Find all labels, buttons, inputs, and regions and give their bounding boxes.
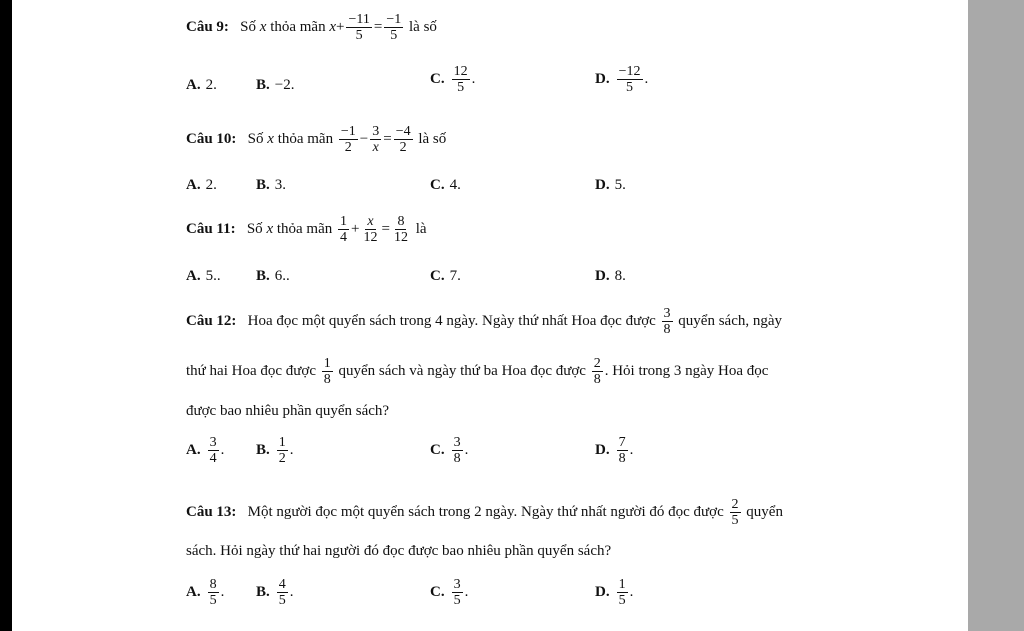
option-d[interactable]: D. $\frac{1}{5}$ .	[595, 577, 634, 608]
fraction: $\frac{-1}{5}$	[386, 12, 402, 43]
question-label: Câu 13:	[186, 503, 237, 520]
question-13: Câu 13: Một người đọc một quyển sách trong 2 ngày. Ngày thứ nhất người đó đọc được $\frac{2}{5}$ quyển	[186, 497, 783, 528]
option-b[interactable]: B. 6..	[256, 268, 290, 284]
option-c[interactable]: C. $\frac{3}{5}$ .	[430, 577, 469, 608]
option-d[interactable]: D. 8.	[595, 268, 626, 284]
fraction: $\frac{8}{12}$	[393, 214, 408, 245]
math-op: =	[373, 18, 383, 35]
option-b[interactable]: B. $\frac{4}{5}$ .	[256, 577, 294, 608]
option-d[interactable]: D. $\frac{-12}{5}$ .	[595, 64, 649, 95]
option-d[interactable]: D. $\frac{7}{8}$ .	[595, 435, 634, 466]
fraction: $\frac{2}{8}$	[593, 356, 601, 387]
question-12-line-2: thứ hai Hoa đọc được $\frac{1}{8}$ quyển sách và ngày thứ ba Hoa đọc được $\frac{2}{8}$ . Hỏi trong 3 ngày Hoa đọc	[186, 356, 769, 387]
question-10: Câu 10: Số x thỏa mãn $\frac{-1}{2}$ − $\frac{3}{x}$ = $\frac{-4}{2}$ là số	[186, 124, 447, 155]
option-a[interactable]: A. 5..	[186, 268, 221, 284]
question-text: là số	[409, 18, 437, 35]
option-a[interactable]: A. $\frac{3}{4}$ .	[186, 435, 225, 466]
document-page	[12, 0, 968, 631]
option-c[interactable]: C. 4.	[430, 177, 461, 193]
scrollbar[interactable]	[968, 0, 1024, 631]
fraction: $\frac{x}{12}$	[363, 214, 378, 245]
option-a[interactable]: A. 2.	[186, 177, 217, 193]
option-b[interactable]: B. −2.	[256, 77, 295, 93]
question-11: Câu 11: Số x thỏa mãn $\frac{1}{4}$ + $\frac{x}{12}$ = $\frac{8}{12}$ là	[186, 214, 427, 245]
question-12: Câu 12: Hoa đọc một quyển sách trong 4 ngày. Ngày thứ nhất Hoa đọc được $\frac{3}{8}$ quyển sách, ngày	[186, 306, 783, 337]
option-a[interactable]: A. $\frac{8}{5}$ .	[186, 577, 225, 608]
option-a[interactable]: A. 2.	[186, 77, 217, 93]
question-label: Câu 10:	[186, 130, 237, 147]
question-label: Câu 11:	[186, 220, 236, 237]
question-text: Số	[240, 18, 257, 35]
fraction: $\frac{1}{8}$	[323, 356, 331, 387]
fraction: $\frac{1}{4}$	[340, 214, 348, 245]
fraction: $\frac{-4}{2}$	[395, 124, 411, 155]
math-var: x	[329, 18, 337, 35]
option-c[interactable]: C. $\frac{12}{5}$ .	[430, 64, 476, 95]
fraction: $\frac{-1}{2}$	[340, 124, 356, 155]
math-op: +	[336, 18, 345, 35]
option-c[interactable]: C. $\frac{3}{8}$ .	[430, 435, 469, 466]
option-b[interactable]: B. $\frac{1}{2}$ .	[256, 435, 294, 466]
math-var: x	[259, 18, 267, 35]
question-label: Câu 12:	[186, 312, 237, 329]
option-b[interactable]: B. 3.	[256, 177, 287, 193]
question-12-line-3: được bao nhiêu phần quyển sách?	[186, 403, 390, 419]
question-13-line-2: sách. Hỏi ngày thứ hai người đó đọc được bao nhiêu phần quyển sách?	[186, 543, 612, 559]
question-label: Câu 9:	[186, 18, 229, 35]
question-9	[186, 12, 437, 43]
question-text: thỏa mãn	[270, 18, 326, 35]
fraction: $\frac{3}{x}$	[372, 124, 380, 155]
fraction: $\frac{2}{5}$	[731, 497, 739, 528]
fraction: $\frac{-11}{5}$	[348, 12, 370, 43]
option-c[interactable]: C. 7.	[430, 268, 461, 284]
option-d[interactable]: D. 5.	[595, 177, 626, 193]
fraction: $\frac{3}{8}$	[663, 306, 671, 337]
